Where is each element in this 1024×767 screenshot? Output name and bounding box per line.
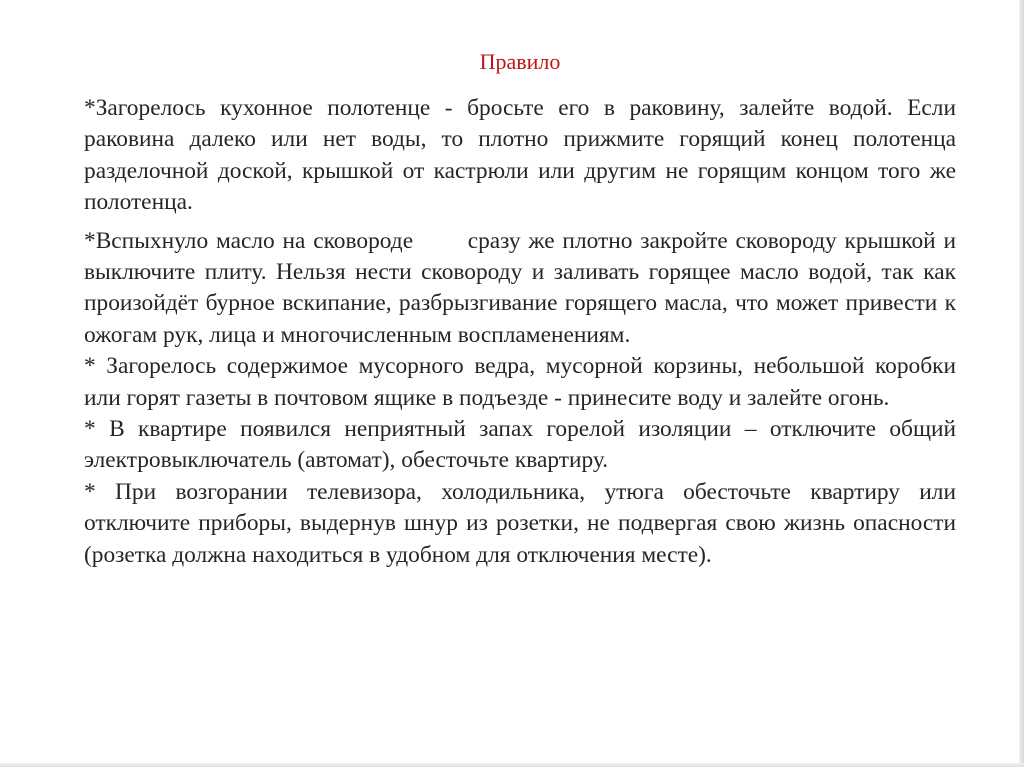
rule-paragraph-towel: *Загорелось кухонное полотенце - бросьте его в раковину, залейте водой. Если раковина далеко или нет воды, то плотно прижмите горящий конец полотенца разделочной доской, крышкой от кастрюли или другим не горящим концом того же полотенца. — [84, 95, 956, 216]
slide-body — [84, 93, 962, 571]
slide-edge-bottom — [0, 763, 1024, 767]
rule-paragraph-trash: * Загорелось содержимое мусорного ведра, мусорной корзины, небольшой коробки или горят газеты в почтовом ящике в подъезде - принесите воду и залейте огонь. — [84, 353, 956, 411]
rule-paragraph-insulation: * В квартире появился неприятный запах горелой изоляции – отключите общий электровыключатель (автомат), обесточьте квартиру. — [84, 416, 956, 474]
slide-title: Правило — [479, 49, 561, 74]
rule-paragraph-oil: *Вспыхнуло масло на сковороде сразу же плотно закройте сковороду крышкой и выключите плиту. Нельзя нести сковороду и заливать горящее масло водой, так как произойдёт бурное вскипание, разбрызгивание горящего масла, что может привести к ожогам рук, лица и многочисленным воспламенениям. — [84, 227, 962, 348]
rule-paragraph-appliances: * При возгорании телевизора, холодильника, утюга обесточьте квартиру или отключите приборы, выдернув шнур из розетки, не подвергая свою жизнь опасности (розетка должна находиться в удобном для отключения месте). — [84, 478, 956, 568]
slide-edge-right — [1019, 0, 1024, 767]
